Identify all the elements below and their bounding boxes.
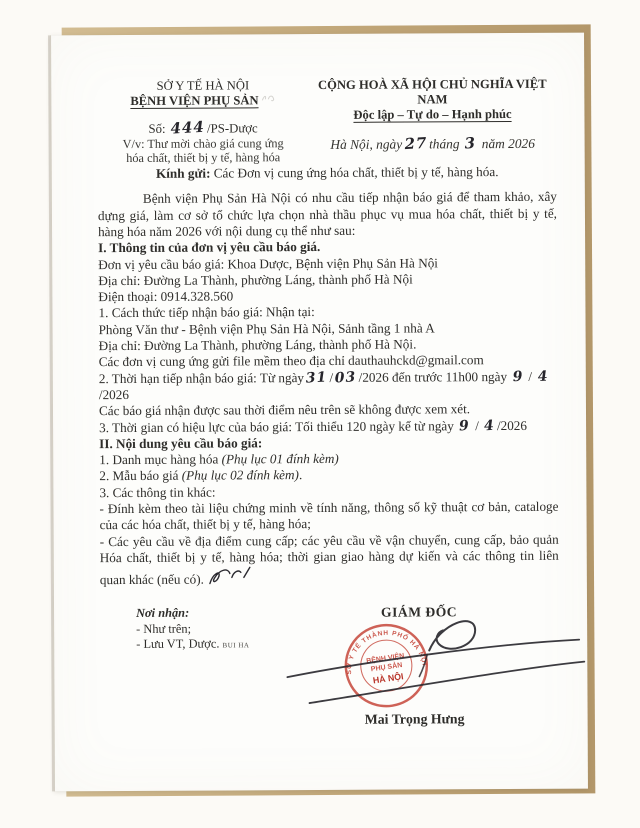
quote-form-period: . (298, 467, 303, 483)
validity-month-handwritten: 4 (483, 417, 496, 434)
quote-form-text: 2. Mẫu báo giá (99, 468, 182, 484)
phone-line: Điện thoại: 0914.328.560 (98, 288, 234, 305)
date-suffix: năm 2026 (481, 135, 535, 152)
validity-prefix: 3. Thời gian có hiệu lực của báo giá: Tối thiểu 120 ngày kể từ ngày (99, 417, 454, 435)
deadline-end-day-handwritten: 9 (511, 368, 524, 385)
number-label: Số: (148, 121, 166, 136)
faint-pencil-mark (261, 94, 275, 102)
validity-sep: / (475, 417, 479, 433)
attachment-requirement: - Đính kèm theo tài liệu chứng minh về tính năng, thông số kỹ thuật cơ bản, cataloge của các hóa chất, thiết bị y tế, hàng hóa; (99, 498, 559, 533)
subject-line-1: V/v: Thư mời chào giá cung ứng (122, 135, 284, 151)
requesting-unit-line: Đơn vị yêu cầu báo giá: Khoa Dược, Bệnh viện Phụ Sản Hà Nội (98, 254, 438, 272)
document-header (97, 77, 556, 166)
validity-line (99, 417, 558, 436)
date-prefix: Hà Nội, ngày (330, 136, 403, 152)
recipient-item-1: - Như trên; (136, 621, 192, 636)
validity-suffix: /2026 (496, 417, 528, 433)
issuer-org-name: BỆNH VIỆN PHỤ SẢN (130, 92, 259, 108)
appendix2-reference: (Phụ lục 02 đính kèm) (181, 467, 299, 484)
late-quote-note-line: Các báo giá nhận được sau thời điểm nêu trên sẽ không được xem xét. (98, 401, 471, 419)
deadline-sep1: / (329, 369, 334, 385)
document-number-handwritten: 444 (170, 117, 206, 138)
deadline-start-month-handwritten: 03 (334, 368, 358, 387)
delivery-requirement-text: - Các yêu cầu về địa điểm cung cấp; các yêu cầu về vận chuyển, cung cấp, bảo quản Hóa chất, thiết bị y tế, hàng hóa; thời gian giao hàng dự kiến và các thông tin liên quan khác (nếu có). (99, 531, 559, 588)
issuer-parent-org: SỞ Y TẾ HÀ NỘI (156, 78, 250, 93)
deadline-prefix: 2. Thời hạn tiếp nhận báo giá: Từ ngày (98, 369, 305, 386)
email-line: Các đơn vị cung ứng gửi file mềm theo địa chỉ dauthauhckd@gmail.com (98, 352, 484, 370)
date-month-handwritten: 3 (464, 133, 477, 153)
section1-title: I. Thông tin của đơn vị yêu cầu báo giá. (98, 239, 321, 256)
document-content (51, 33, 588, 792)
validity-day-handwritten: 9 (458, 417, 471, 435)
section2-title: II. Nội dung yêu cầu báo giá: (99, 435, 263, 451)
stamp-center-line2: PHỤ SẢN (370, 662, 403, 674)
document-paper (50, 33, 588, 792)
delivery-requirement (100, 531, 559, 592)
stamp-center-line3: HÀ NỘI (372, 671, 405, 686)
deadline-end-month-handwritten: 4 (536, 368, 549, 385)
signature-block (309, 604, 560, 755)
intro-paragraph: Bệnh viện Phụ Sản Hà Nội có nhu cầu tiếp nhận báo giá để tham khảo, xây dựng giá, làm cơ sở tổ chức lựa chọn nhà thầu phục vụ mua hóa chất, thiết bị y tế, hàng hóa năm 2026 với nội dung cụ thể như sau: (97, 189, 558, 240)
director-signature (279, 610, 590, 722)
address-line-2: Địa chỉ: Đường La Thành, phường Láng, thành phố Hà Nội. (98, 336, 417, 354)
reception-office-line: Phòng Văn thư - Bệnh viện Phụ Sản Hà Nội, Sảnh tầng 1 nhà A (98, 320, 435, 337)
salutation-label: Kính gửi: (155, 165, 211, 181)
clerk-initials: BUI HA (222, 641, 250, 650)
deadline-start-day-handwritten: 31 (305, 369, 328, 387)
place-date-line (309, 133, 557, 154)
appendix1-reference: (Phụ lục 01 đính kèm) (221, 451, 339, 467)
document-footer (100, 604, 560, 756)
national-title: CỘNG HOÀ XÃ HỘI CHỦ NGHĨA VIỆT NAM (318, 76, 547, 107)
date-day-handwritten: 27 (403, 133, 428, 154)
national-motto-block (308, 77, 556, 165)
national-motto: Độc lập – Tự do – Hạnh phúc (353, 106, 512, 122)
deadline-suffix: /2026 (98, 386, 129, 403)
deadline-mid: /2026 đến trước 11h00 ngày (358, 368, 508, 385)
salutation-text: Các Đơn vị cung ứng hóa chất, thiết bị y tế, hàng hóa. (210, 164, 499, 181)
document-number-line (97, 117, 308, 138)
issuer-block (97, 78, 309, 166)
recipient-item-2-text: - Lưu VT, Dược. (136, 636, 220, 652)
salutation-line (98, 164, 557, 183)
signer-title: GIÁM ĐỐC (380, 604, 458, 620)
stamp-ring-text: SỞ Y TẾ THÀNH PHỐ HÀ NỘI (345, 629, 428, 675)
other-info-title: 3. Các thông tin khác: (99, 484, 216, 500)
signer-name: Mai Trọng Hưng (364, 711, 465, 727)
reception-method-line: 1. Cách thức tiếp nhận báo giá: Nhận tại: (98, 304, 315, 321)
stamp-center-line1: BỆNH VIỆN (365, 652, 405, 666)
recipients-label: Nơi nhận: (136, 605, 190, 621)
number-suffix: /PS-Dược (206, 121, 258, 136)
address-line-1: Địa chỉ: Đường La Thành, phường Láng, thành phố Hà Nội (98, 271, 413, 289)
handwritten-initial-scribble (206, 566, 252, 592)
deadline-line (99, 368, 558, 403)
goods-list-text: 1. Danh mục hàng hóa (99, 451, 222, 468)
deadline-sep2: / (528, 368, 533, 384)
date-mid: tháng (429, 136, 460, 152)
subject-line-2: hóa chất, thiết bị y tế, hàng hóa (126, 150, 281, 166)
